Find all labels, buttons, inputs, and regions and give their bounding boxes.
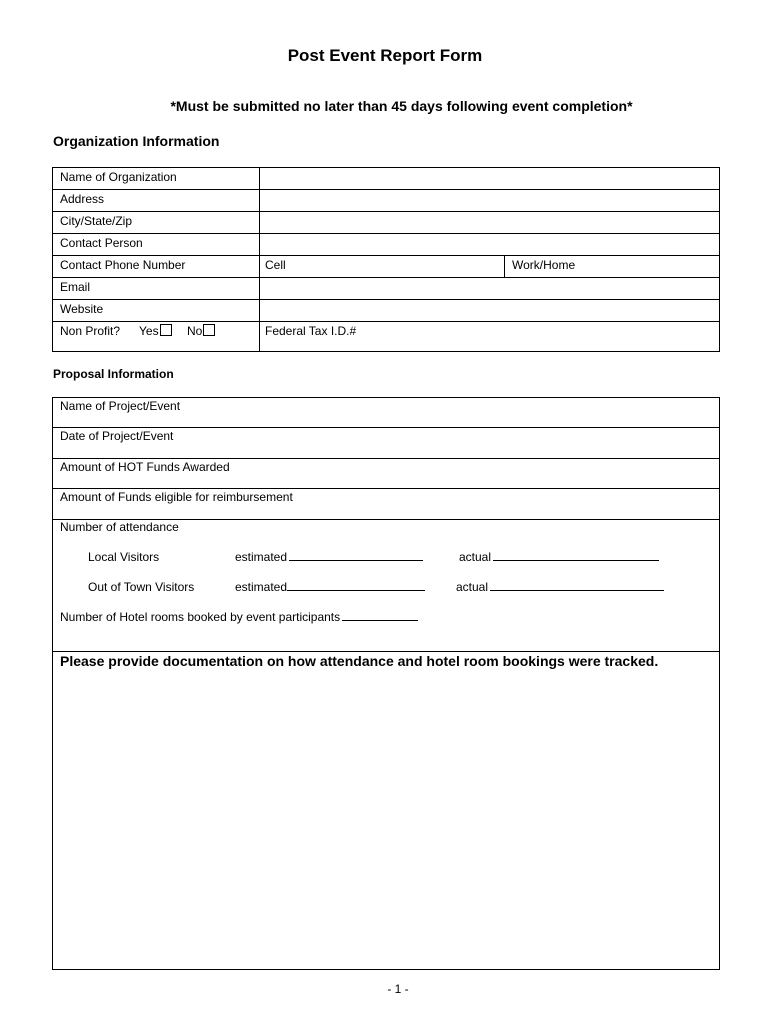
out-of-town-estimated-line[interactable] [287,580,425,591]
email-field[interactable] [265,280,713,298]
documentation-instruction: Please provide documentation on how attendance and hotel room bookings were tracked. [60,653,659,669]
no-checkbox[interactable] [203,324,215,336]
org-name-label: Name of Organization [60,170,177,184]
work-home-label: Work/Home [512,258,576,272]
hotel-rooms[interactable] [60,610,418,624]
yes-label: Yes [139,324,159,338]
proposal-heading: Proposal Information [53,367,174,381]
hotel-rooms-label: Number of Hotel rooms booked by event participants [60,610,341,624]
local-estimated-line[interactable] [289,550,423,561]
address-field[interactable] [265,192,713,210]
website-field[interactable] [265,302,713,320]
federal-tax-id-label: Federal Tax I.D.# [265,324,357,338]
project-name-label: Name of Project/Event [60,399,181,413]
actual-label: actual [459,550,492,564]
actual-label: actual [456,580,489,594]
documentation-area[interactable] [53,652,719,968]
city-state-zip-field[interactable] [265,214,713,232]
contact-person-field[interactable] [265,236,713,254]
organization-heading: Organization Information [53,133,220,149]
out-of-town-actual[interactable] [456,580,664,594]
attendance-label: Number of attendance [60,520,179,534]
no-label: No [187,324,203,338]
website-label: Website [60,302,104,316]
non-profit-no[interactable] [187,324,215,338]
out-of-town-actual-line[interactable] [490,580,664,591]
non-profit-yes[interactable] [139,324,172,338]
local-actual[interactable] [459,550,659,564]
local-estimated[interactable] [235,550,423,564]
org-name-field[interactable] [265,170,713,188]
project-date-label: Date of Project/Event [60,429,174,443]
email-label: Email [60,280,91,294]
contact-phone-label: Contact Phone Number [60,258,186,272]
eligible-funds-label: Amount of Funds eligible for reimbursement [60,490,293,504]
cell-label: Cell [265,258,286,272]
city-state-zip-label: City/State/Zip [60,214,133,228]
local-actual-line[interactable] [493,550,659,561]
hot-funds-label: Amount of HOT Funds Awarded [60,460,230,474]
estimated-label: estimated [235,550,288,564]
local-visitors-label: Local Visitors [88,550,160,564]
address-label: Address [60,192,105,206]
out-of-town-estimated[interactable] [235,580,425,594]
yes-checkbox[interactable] [160,324,172,336]
page-number: - 1 - [387,982,409,996]
proposal-table [52,397,720,970]
form-subtitle: *Must be submitted no later than 45 days following event completion* [170,98,633,114]
out-of-town-visitors-label: Out of Town Visitors [88,580,195,594]
estimated-label: estimated [235,580,288,594]
organization-table [52,167,720,352]
hotel-rooms-line[interactable] [342,610,418,621]
non-profit-label: Non Profit? [60,324,121,338]
form-title: Post Event Report Form [287,46,483,65]
contact-person-label: Contact Person [60,236,143,250]
